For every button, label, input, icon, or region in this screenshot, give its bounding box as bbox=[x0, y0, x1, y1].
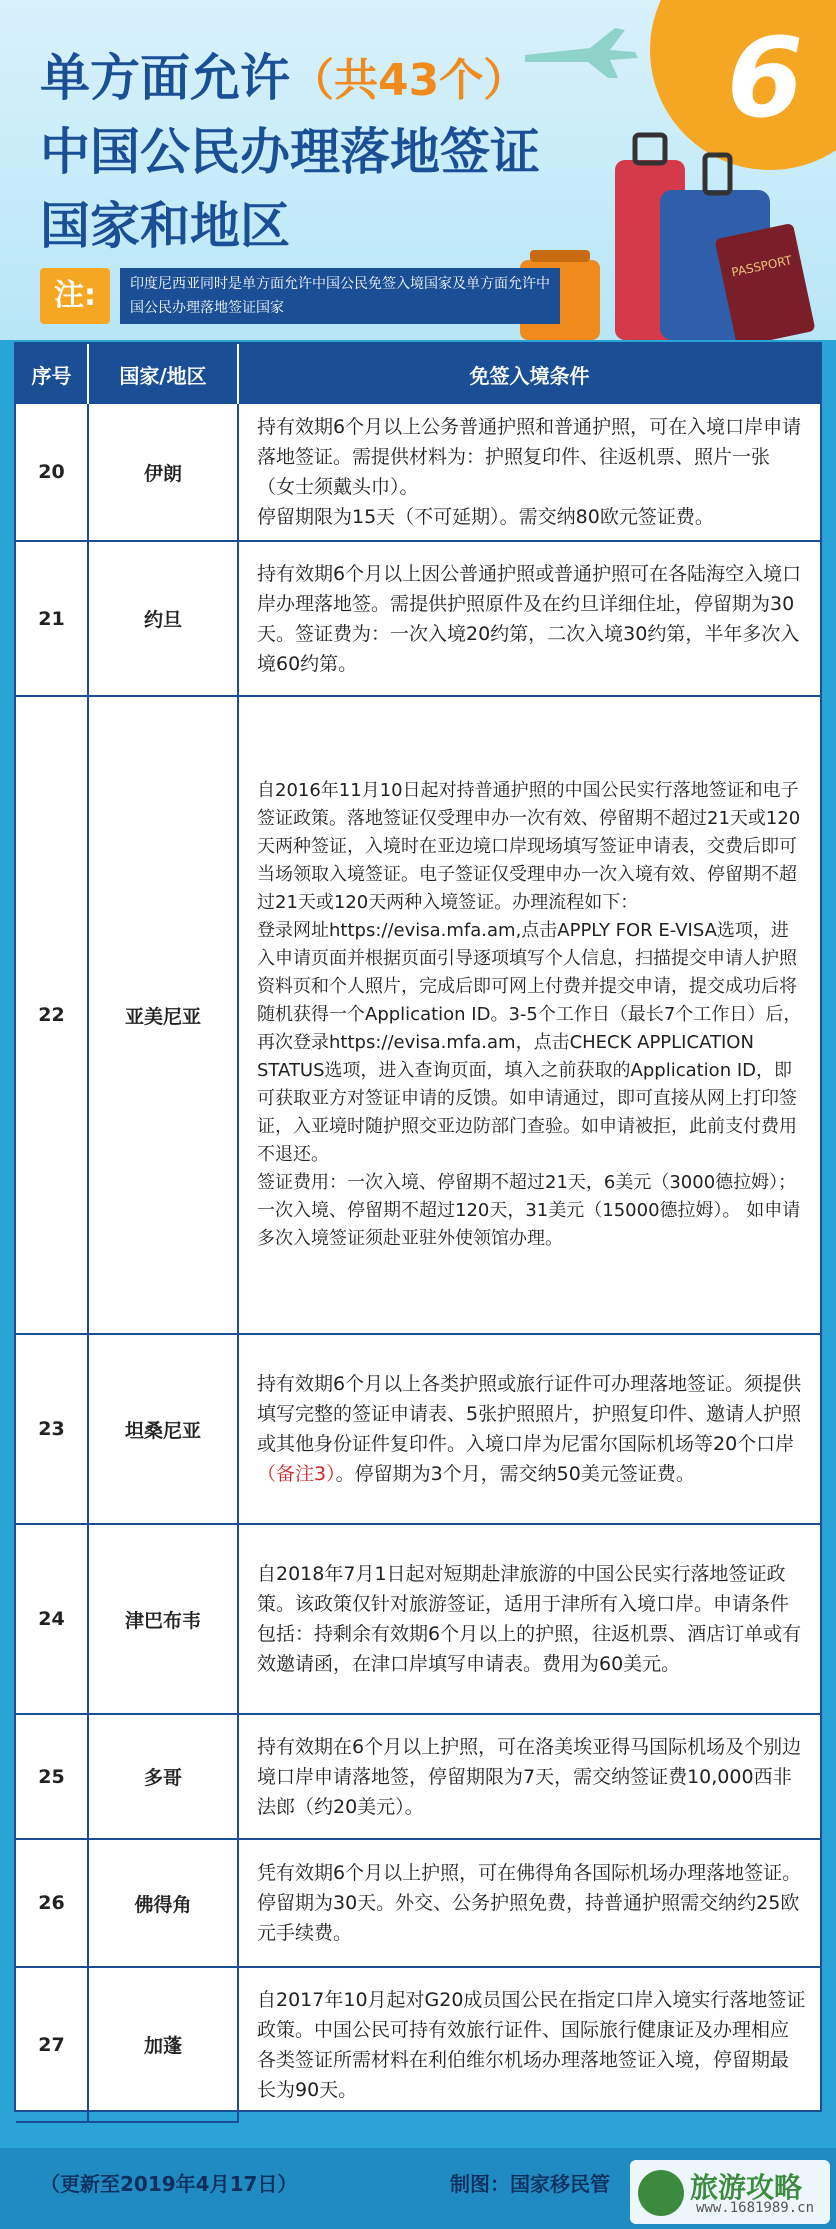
col-header-country: 国家/地区 bbox=[88, 344, 238, 404]
watermark-url: www.1681989.cn bbox=[696, 2200, 815, 2216]
badge-number: 6 bbox=[726, 14, 804, 142]
note-ref-3: （备注3） bbox=[257, 1463, 336, 1485]
table-row bbox=[16, 404, 820, 541]
table-row bbox=[16, 1839, 820, 1967]
row-conditions: 持有效期6个月以上公务普通护照和普通护照，可在入境口岸申请落地签证。需提供材料为：护照复印件、往返机票、照片一张（女士须戴头巾）。 停留期限为15天（不可延期）。需交纳80欧元签证费。 bbox=[238, 404, 820, 541]
row-num: 23 bbox=[16, 1334, 88, 1524]
row-conditions: 凭有效期6个月以上护照，可在佛得角各国际机场办理落地签证。停留期为30天。外交、公务护照免费，持普通护照需交纳约25欧元手续费。 bbox=[238, 1839, 820, 1967]
update-date: （更新至2019年4月17日） bbox=[40, 2172, 298, 2196]
page-title-line1 bbox=[40, 48, 527, 111]
cond-text-b: 。停留期为3个月，需交纳50美元签证费。 bbox=[335, 1463, 695, 1485]
note-text: 印度尼西亚同时是单方面允许中国公民免签入境国家及单方面允许中国公民办理落地签证国家 bbox=[120, 268, 560, 324]
row-country: 津巴布韦 bbox=[88, 1524, 238, 1714]
row-conditions: 自2016年11月10日起对持普通护照的中国公民实行落地签证和电子签证政策。落地签证仅受理申办一次有效、停留期不超过21天或120天两种签证，入境时在亚边境口岸现场填写签证申请表，交费后即可当场领取入境签证。电子签证仅受理申办一次入境有效、停留期不超过21天或120天两种入境签证。办理流程如下： 登录网址https://evisa.mfa.am,点击APPLY FOR E-VISA选项，进入申请页面并根据页面引导逐项填写个人信息，扫描提交申请人护照资料页和个人照片，完成后即可网上付费并提交申请，提交成功后将随机获得一个Application ID。3-5个工作日（最长7个工作日）后，再次登录https://evisa.mfa.am，点击CHECK APPLICATION STATUS选项，进入查询页面，填入之前获取的Application ID，即可获取亚方对签证申请的反馈。如申请通过，即可直接从网上打印签证，入亚境时随护照交亚边防部门查验。如申请被拒，此前支付费用不退还。 签证费用：一次入境、停留期不超过21天，6美元（3000德拉姆）；一次入境、停留期不超过120天，31美元（15000德拉姆）。 如申请多次入境签证须赴亚驻外使领馆办理。 bbox=[238, 696, 820, 1334]
row-num: 27 bbox=[16, 1967, 88, 2122]
row-country: 多哥 bbox=[88, 1714, 238, 1839]
row-conditions: 自2018年7月1日起对短期赴津旅游的中国公民实行落地签证政策。该政策仅针对旅游签证，适用于津所有入境口岸。申请条件包括：持剩余有效期6个月以上的护照，往返机票、酒店订单或有效邀请函，在津口岸填写申请表。费用为60美元。 bbox=[238, 1524, 820, 1714]
watermark-text: 旅游攻略 bbox=[690, 2171, 803, 2204]
cond-text-a: 持有效期6个月以上各类护照或旅行证件可办理落地签证。须提供填写完整的签证申请表、5张护照照片，护照复印件、邀请人护照或其他身份证件复印件。入境口岸为尼雷尔国际机场等20个口岸 bbox=[257, 1373, 802, 1455]
row-num: 26 bbox=[16, 1839, 88, 1967]
made-by: 制图：国家移民管 bbox=[450, 2172, 610, 2196]
visa-table bbox=[14, 342, 822, 2112]
watermark bbox=[630, 2160, 830, 2224]
page-title-line2: 中国公民办理落地签证 bbox=[40, 123, 540, 181]
row-country: 约旦 bbox=[88, 541, 238, 696]
table-header-row bbox=[16, 344, 820, 404]
title-count: （共43个） bbox=[290, 55, 528, 106]
airplane-icon bbox=[520, 20, 640, 80]
table-row bbox=[16, 1714, 820, 1839]
row-conditions: 持有效期6个月以上因公普通护照或普通护照可在各陆海空入境口岸办理落地签。需提供护照原件及在约旦详细住址，停留期为30天。签证费为：一次入境20约第，二次入境30约第，半年多次入境60约第。 bbox=[238, 541, 820, 696]
svg-text:PASSPORT: PASSPORT bbox=[730, 253, 794, 280]
row-num: 21 bbox=[16, 541, 88, 696]
table-row bbox=[16, 696, 820, 1334]
note bbox=[40, 268, 560, 324]
row-conditions bbox=[238, 1334, 820, 1524]
row-country: 亚美尼亚 bbox=[88, 696, 238, 1334]
table-row bbox=[16, 1524, 820, 1714]
row-country: 加蓬 bbox=[88, 1967, 238, 2122]
watermark-logo-icon bbox=[638, 2170, 684, 2216]
col-header-conditions: 免签入境条件 bbox=[238, 344, 820, 404]
row-country: 伊朗 bbox=[88, 404, 238, 541]
luggage-icon bbox=[520, 130, 820, 340]
row-num: 22 bbox=[16, 696, 88, 1334]
row-conditions: 自2017年10月起对G20成员国公民在指定口岸入境实行落地签证政策。中国公民可持有效旅行证件、国际旅行健康证及办理相应各类签证所需材料在利伯维尔机场办理落地签证入境，停留期最长为90天。 bbox=[257, 1989, 806, 2101]
row-num: 24 bbox=[16, 1524, 88, 1714]
row-num: 25 bbox=[16, 1714, 88, 1839]
row-country: 佛得角 bbox=[88, 1839, 238, 1967]
table-row bbox=[16, 541, 820, 696]
table-row bbox=[16, 1334, 820, 1524]
note-label: 注: bbox=[40, 268, 110, 324]
page-title-line3: 国家和地区 bbox=[40, 197, 290, 255]
title-main: 单方面允许 bbox=[40, 49, 290, 107]
row-country: 坦桑尼亚 bbox=[88, 1334, 238, 1524]
col-header-num: 序号 bbox=[16, 344, 88, 404]
header bbox=[0, 0, 836, 340]
row-num: 20 bbox=[16, 404, 88, 541]
row-conditions: 持有效期在6个月以上护照，可在洛美埃亚得马国际机场及个别边境口岸申请落地签，停留期限为7天，需交纳签证费10,000西非法郎（约20美元）。 bbox=[238, 1714, 820, 1839]
table-row bbox=[16, 1967, 820, 2122]
